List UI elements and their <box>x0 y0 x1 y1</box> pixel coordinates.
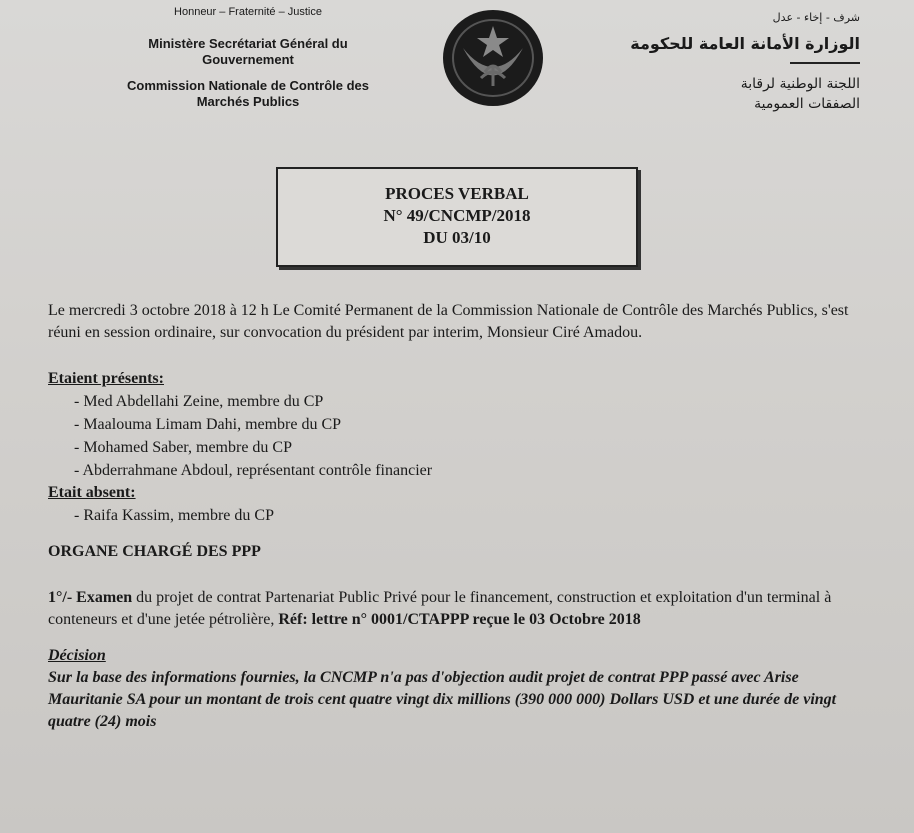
title-line-2: N° 49/CNCMP/2018 <box>383 206 531 225</box>
list-item: - Mohamed Saber, membre du CP <box>74 439 292 456</box>
section-title: ORGANE CHARGÉ DES PPP <box>48 543 261 560</box>
list-item: - Med Abdellahi Zeine, membre du CP <box>74 393 324 410</box>
item-date: 03 Octobre 2018 <box>529 611 641 628</box>
header-left <box>108 4 388 120</box>
absent-heading: Etait absent: <box>48 484 136 501</box>
decision-heading: Décision <box>48 647 106 664</box>
document-body <box>48 300 868 733</box>
title-line-3: DU 03/10 <box>423 228 491 247</box>
item-text: du projet de contrat Partenariat Public Privé pour le financement, construction et exploitation d'un terminal à conteneurs et d'une jetée pétrolière, <box>48 589 832 628</box>
ministry-name: Ministère Secrétariat Général du Gouvernement <box>148 36 348 67</box>
item-reference: Réf: lettre n° 0001/CTAPPP <box>278 611 469 628</box>
title-box <box>276 167 638 267</box>
list-item: - Raifa Kassim, membre du CP <box>74 507 274 524</box>
item-tail: reçue le <box>468 611 530 628</box>
decision-text: Sur la base des informations fournies, la CNCMP n'a pas d'objection audit projet de contrat PPP passé avec Arise Mauritanie SA pour un montant de trois cent quatre vingt dix millions (390 000 000) Dollars USD et une durée de vingt quatre (24) mois <box>48 669 837 730</box>
commission-name-ar-1: اللجنة الوطنية لرقابة <box>740 76 860 92</box>
list-item: - Maalouma Limam Dahi, membre du CP <box>74 416 342 433</box>
national-emblem-icon <box>441 8 545 108</box>
title-line-1: PROCES VERBAL <box>385 184 529 203</box>
header-right-arabic <box>590 8 860 114</box>
commission-name-ar-2: الصفقات العمومية <box>754 96 860 112</box>
commission-name: Commission Nationale de Contrôle des Marchés Publics <box>127 78 369 109</box>
motto-ar: شرف - إخاء - عدل <box>772 11 860 24</box>
list-item: - Abderrahmane Abdoul, représentant contrôle financier <box>74 462 433 479</box>
item-1 <box>48 587 868 631</box>
motto-fr: Honneur – Fraternité – Justice <box>174 6 322 18</box>
absent-list <box>48 504 868 527</box>
intro-paragraph: Le mercredi 3 octobre 2018 à 12 h Le Comité Permanent de la Commission Nationale de Contrôle des Marchés Publics, s'est réuni en session ordinaire, sur convocation du président par interim, Monsieur Ciré Amadou. <box>48 302 849 341</box>
divider <box>790 62 860 64</box>
present-heading: Etaient présents: <box>48 370 164 387</box>
present-list <box>48 390 868 482</box>
ministry-name-ar: الوزارة الأمانة العامة للحكومة <box>630 34 860 53</box>
item-number: 1°/- Examen <box>48 589 133 606</box>
